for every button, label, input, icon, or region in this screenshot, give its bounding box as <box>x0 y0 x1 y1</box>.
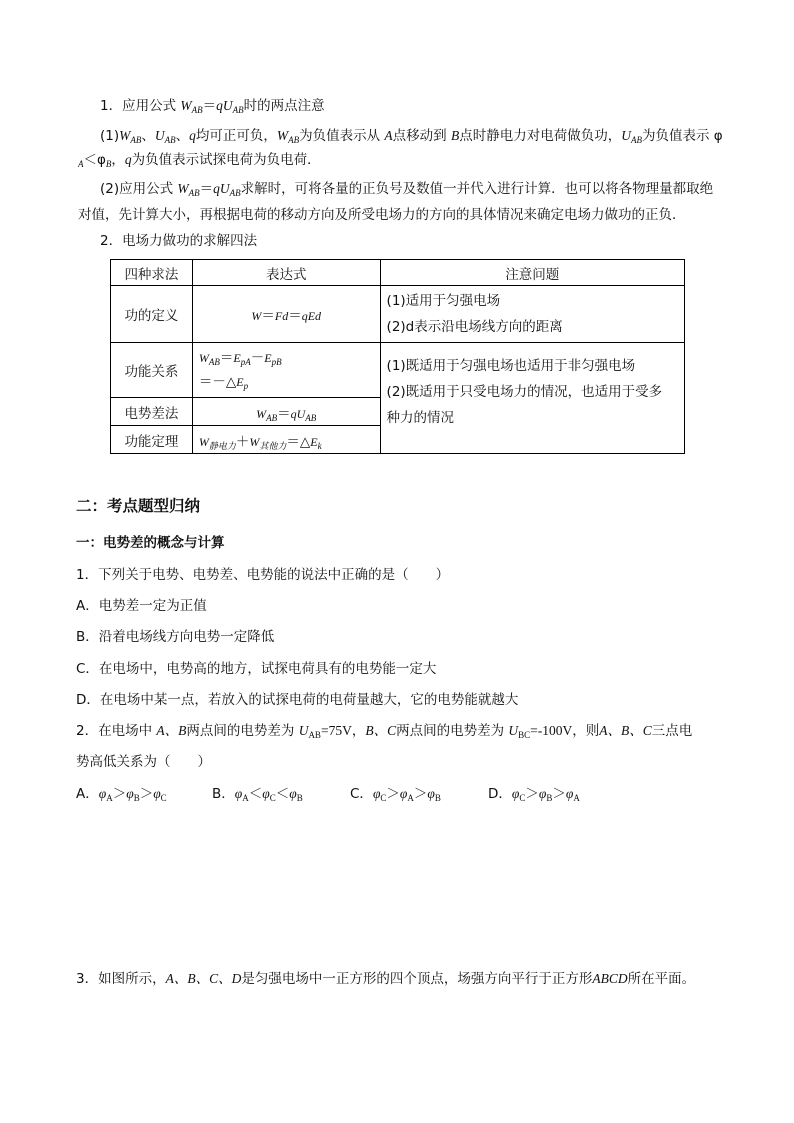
note1-text-d: 点移动到 <box>392 128 451 144</box>
item1-title: 1．应用公式 $W_{AB}=qU_{AB}$时的两点注意 <box>100 98 325 115</box>
note1-text-g: ＜φ <box>83 152 106 168</box>
q2-text-b: 两点间的电势差为 <box>186 723 299 739</box>
note-item: (1)既适用于匀强电场也适用于非匀强电场 <box>386 358 636 374</box>
table-header-row <box>111 260 685 286</box>
method-cell: 功能关系 <box>111 343 193 398</box>
note1-prefix: (1) <box>100 128 120 144</box>
note-item: (1)适用于匀强电场 <box>386 293 501 309</box>
expression-cell: $W_{静电力}+W_{其他力}=\triangle E_k$ <box>192 426 380 454</box>
header-notes: 注意问题 <box>380 260 684 286</box>
note-item: (2)d表示沿电场线方向的距离 <box>386 319 563 335</box>
note2-line2 <box>78 206 686 224</box>
q2-value-ubc: =-100V，则 <box>530 723 600 738</box>
note1-line2: $_A<\varphi_B$，q为负值表示试探电荷为负电荷． <box>78 152 321 169</box>
q2-value-uab: =75V， <box>320 723 366 738</box>
q2-points-bc: B、C <box>365 723 397 738</box>
expression-cell: W＝Fd＝qEd <box>192 286 380 343</box>
q2-points-abc: A、B、C <box>599 723 652 738</box>
question-1-option-a: A．电势差一定为正值 <box>76 598 207 614</box>
note1-text-f: 为负值表示 φ <box>641 128 723 144</box>
method-cell: 功能定理 <box>111 426 193 454</box>
note1-text-b: 均可正可负， <box>195 128 277 144</box>
method-cell: 电势差法 <box>111 398 193 426</box>
q3-square-label: ABCD <box>592 971 628 986</box>
q3-text-a: 3．如图所示， <box>76 971 166 987</box>
note2-text-b: 求解时，可将各量的正负号及数值一并代入进行计算．也可以将各物理量都取绝 <box>240 181 714 197</box>
note1-text-c: 为负值表示从 <box>299 128 385 144</box>
section-heading: 二：考点题型归纳 <box>76 496 201 515</box>
item1-label: 1．应用公式 <box>100 98 181 114</box>
q2-text-a: 2．在电场中 <box>76 723 157 739</box>
note2-prefix: (2)应用公式 <box>100 181 178 197</box>
note1-text-i: 为负值表示试探电荷为负电荷． <box>131 152 321 168</box>
note-item: 种力的情况 <box>386 410 455 426</box>
question-3-stem <box>76 970 695 988</box>
item1-title-end: 时的两点注意 <box>243 98 325 114</box>
question-2-option-b: B．$\varphi_A<\varphi_C<\varphi_B$ <box>212 786 303 803</box>
method-cell: 功的定义 <box>111 286 193 343</box>
question-2-options <box>76 785 580 803</box>
expression-cell: $W_{AB}=E_{pA}-E_{pB}$ $=-\triangle E_p$ <box>192 343 380 398</box>
note2-line1: (2)应用公式 $W_{AB}=qU_{AB}$求解时，可将各量的正负号及数值一并代入进行计算．也可以将各物理量都取绝 <box>100 181 714 198</box>
q3-points: A、B、C、D <box>165 971 242 986</box>
q2-points-ab: A、B <box>156 723 187 738</box>
question-2-option-c: C．$\varphi_C>\varphi_A>\varphi_B$ <box>350 786 441 803</box>
table-row <box>111 343 685 398</box>
q2-text-f: 三点电 <box>651 723 693 739</box>
header-expression: 表达式 <box>192 260 380 286</box>
subsection-heading: 一：电势差的概念与计算 <box>76 535 225 551</box>
item2-title: 2．电场力做功的求解四法 <box>100 233 258 249</box>
question-1-option-c: C．在电场中，电势高的地方，试探电荷具有的电势能一定大 <box>76 661 437 677</box>
q3-text-c: 所在平面。 <box>627 971 696 987</box>
note1-text-h: ， <box>111 152 125 168</box>
shared-notes-cell <box>380 343 684 454</box>
question-1-option-d: D．在电场中某一点，若放入的试探电荷的电荷量越大，它的电势能就越大 <box>76 692 519 708</box>
question-2-stem-line2: 势高低关系为（ ） <box>76 754 211 770</box>
q3-text-b: 是匀强电场中一正方形的四个顶点，场强方向平行于正方形 <box>241 971 593 987</box>
note-item: (2)既适用于只受电场力的情况，也适用于受多 <box>386 384 663 400</box>
table-row <box>111 286 685 343</box>
expression-cell: $W_{AB}=qU_{AB}$ <box>192 398 380 426</box>
question-2-option-a: A．$\varphi_A>\varphi_B>\varphi_C$ <box>76 786 167 803</box>
question-1-stem: 1．下列关于电势、电势差、电势能的说法中正确的是（ ） <box>76 567 450 583</box>
question-1-option-b: B．沿着电场线方向电势一定降低 <box>76 629 275 645</box>
note2-text-c: 对值，先计算大小，再根据电荷的移动方向及所受电场力的方向的具体情况来确定电场力做功的正负． <box>78 207 686 223</box>
question-2-stem-line1: 2．在电场中 A、B两点间的电势差为 $U_{AB}=75V$，B、C两点间的电势差为 $U_{BC}=-100V$，则A、B、C三点电 <box>76 723 693 740</box>
note1-line1: $(1)W_{AB}$、$U_{AB}$、q均可正可负，$W_{AB}$为负值表示从 A点移动到 B点时静电力对电荷做负功，$U_{AB}$为负值表示 φ <box>100 128 723 145</box>
note1-text-e: 点时静电力对电荷做负功， <box>459 128 622 144</box>
q2-text-d: 两点间的电势差为 <box>396 723 509 739</box>
header-method: 四种求法 <box>111 260 193 286</box>
question-2-option-d: D．$\varphi_C>\varphi_B>\varphi_A$ <box>488 786 580 803</box>
notes-cell <box>380 286 684 343</box>
formula-w-ab: $W_{AB}$ <box>180 98 203 115</box>
methods-table <box>110 259 685 454</box>
